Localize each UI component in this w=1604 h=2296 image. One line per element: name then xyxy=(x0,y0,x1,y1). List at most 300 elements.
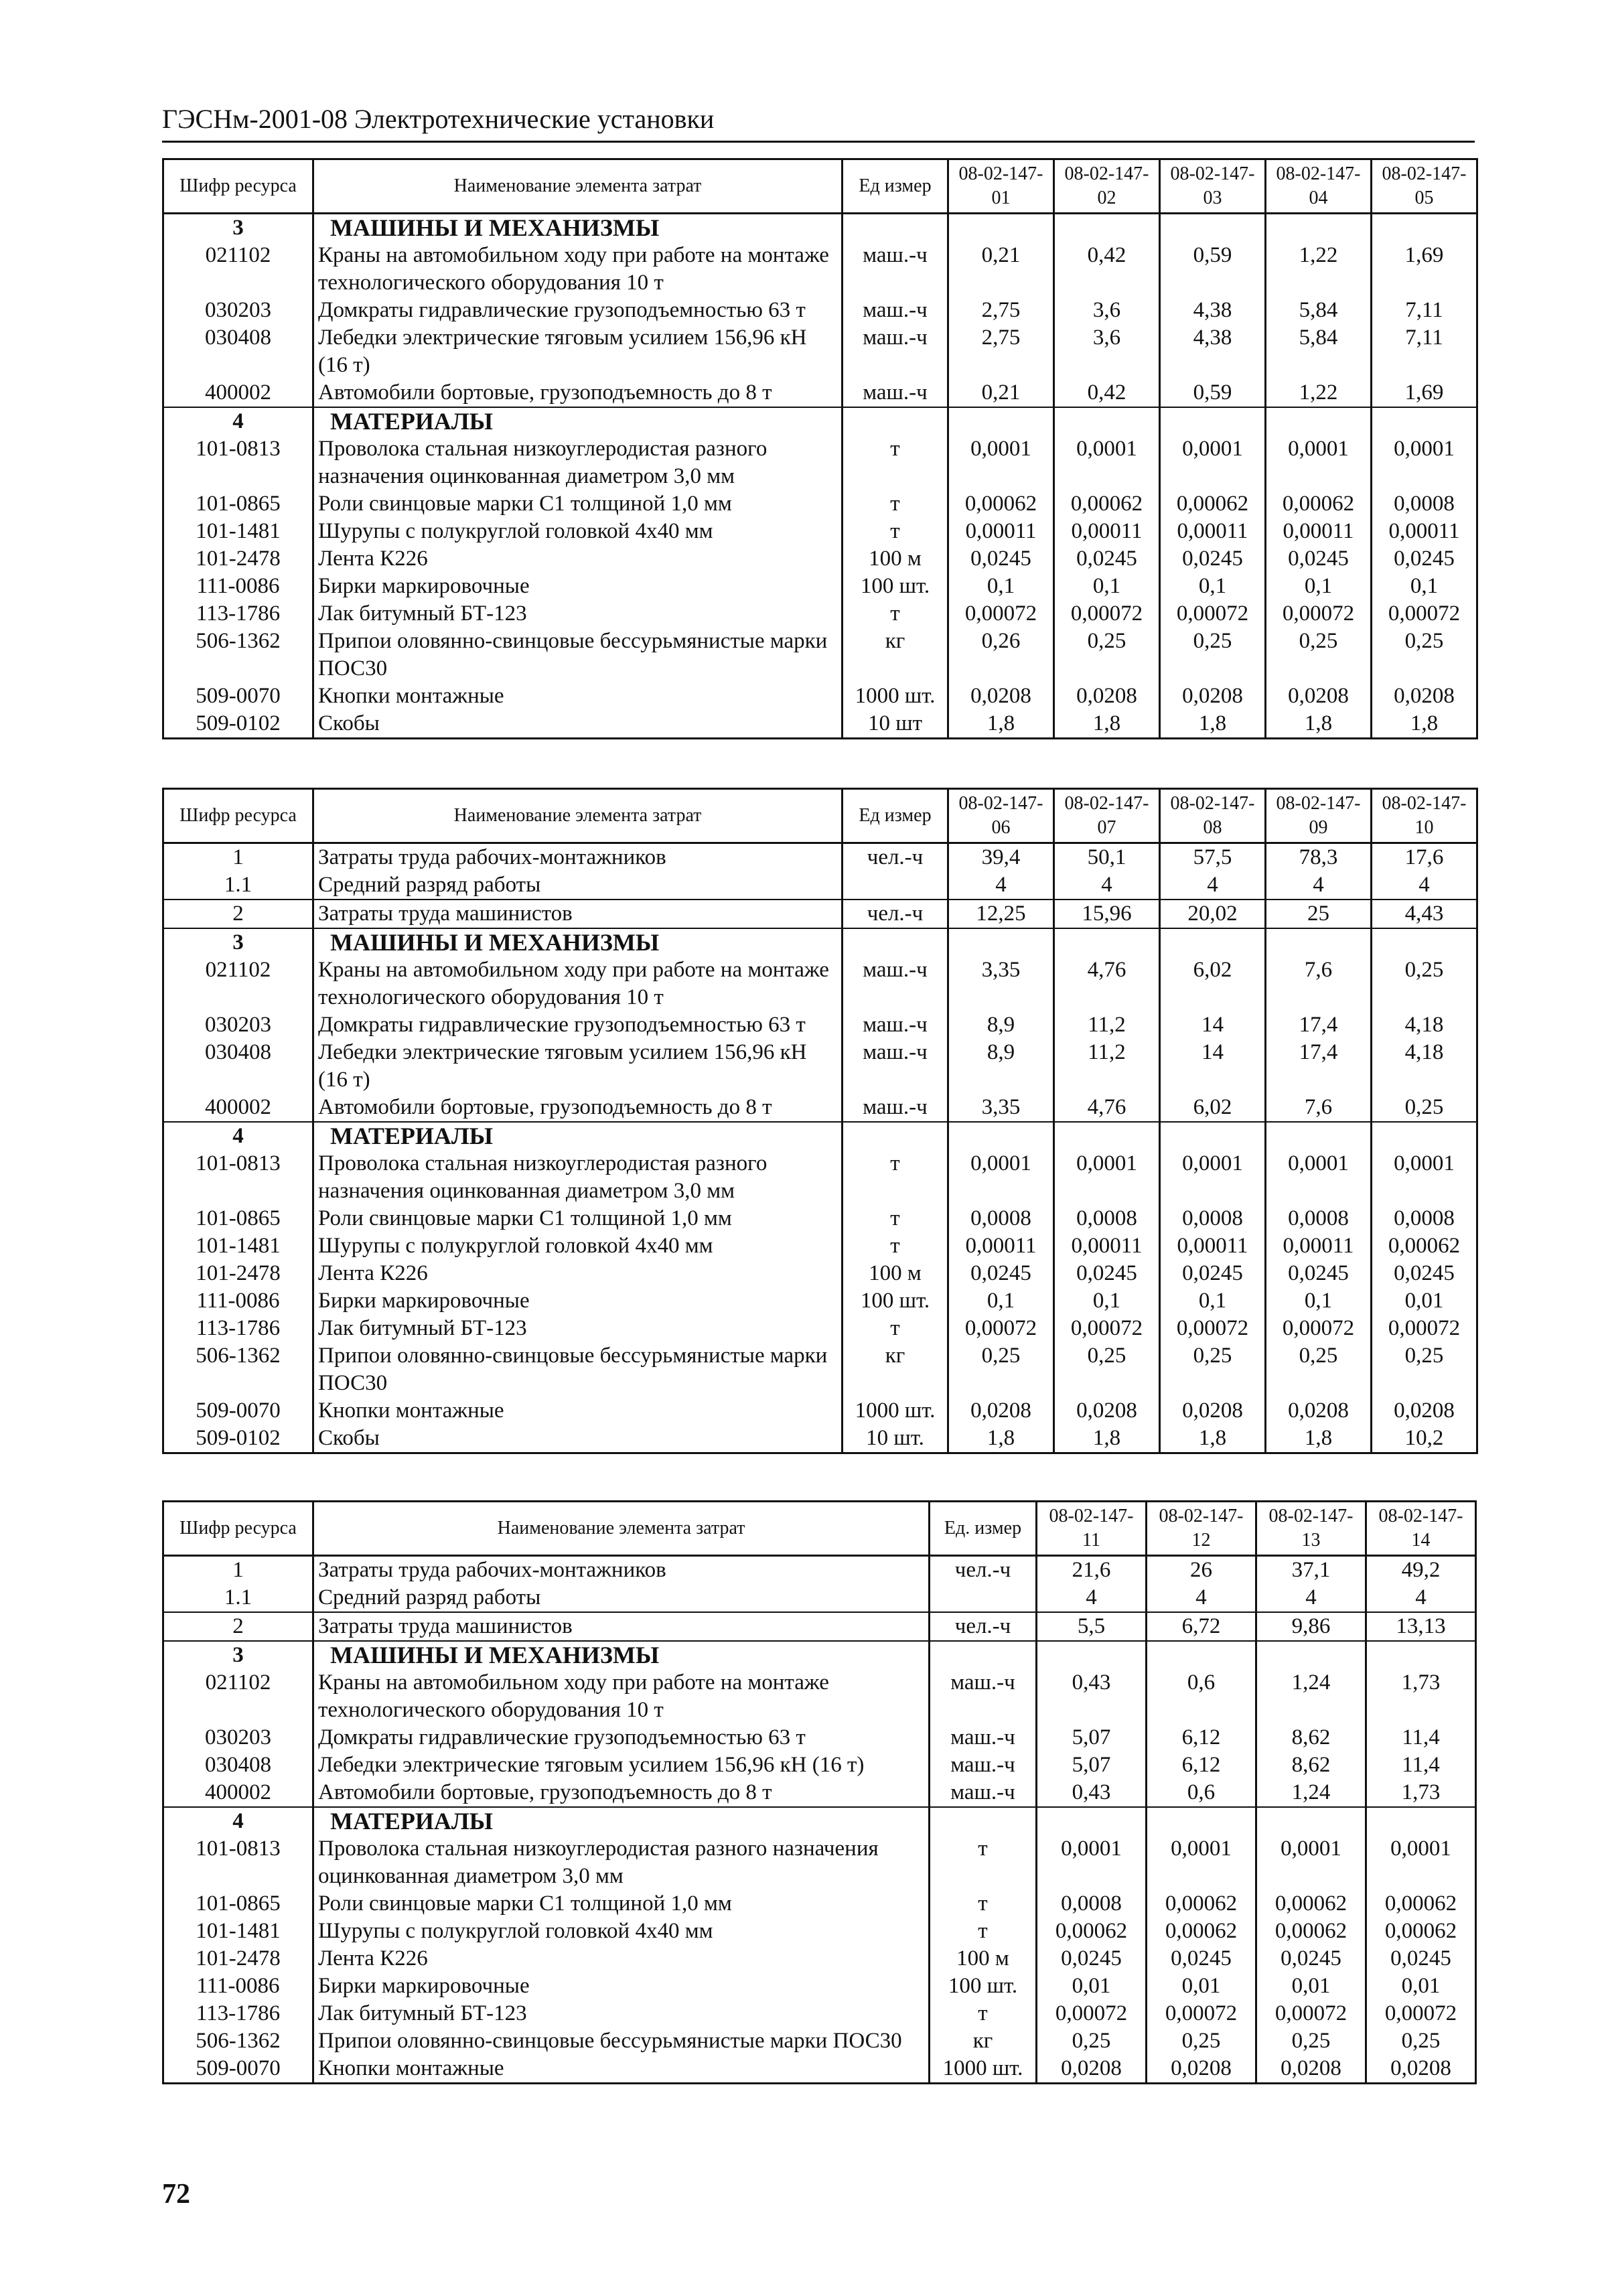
norm-value: 0,0208 xyxy=(1037,2055,1147,2084)
norm-value: 0,43 xyxy=(1037,1779,1147,1807)
table-row xyxy=(163,871,1477,900)
unit-of-measure: кг xyxy=(843,1342,948,1397)
unit-of-measure xyxy=(843,1122,948,1150)
norm-value: 0,0208 xyxy=(1366,2055,1476,2084)
resource-code: 101-0813 xyxy=(163,1150,313,1205)
norm-value: 5,5 xyxy=(1037,1612,1147,1641)
norm-value: 3,6 xyxy=(1054,297,1160,324)
norm-value: 7,11 xyxy=(1372,297,1477,324)
norm-value: 0,0208 xyxy=(1256,2055,1366,2084)
norm-value: 0,59 xyxy=(1160,242,1266,297)
resource-name: Кнопки монтажные xyxy=(313,2055,930,2084)
norm-value: 0,0208 xyxy=(1054,1397,1160,1425)
norm-value: 0,0001 xyxy=(1037,1835,1147,1890)
resource-code: 1.1 xyxy=(163,871,313,900)
resource-name: Домкраты гидравлические грузоподъемностью 63 т xyxy=(313,1724,930,1751)
norm-value: 0,00072 xyxy=(1054,600,1160,628)
resource-code: 021102 xyxy=(163,1669,313,1724)
norm-value: 8,62 xyxy=(1256,1724,1366,1751)
norm-value: 78,3 xyxy=(1266,843,1372,872)
unit-of-measure: 100 м xyxy=(843,1260,948,1287)
resource-code: 509-0070 xyxy=(163,1397,313,1425)
norm-value: 0,00072 xyxy=(1366,2000,1476,2027)
table-row xyxy=(163,490,1477,518)
resource-name: Шурупы с полукруглой головкой 4х40 мм xyxy=(313,518,843,545)
resource-code: 509-0102 xyxy=(163,1425,313,1453)
norm-value: 6,02 xyxy=(1160,956,1266,1011)
norm-value xyxy=(1266,1122,1372,1150)
header-name: Наименование элемента затрат xyxy=(313,159,843,214)
table-row xyxy=(163,1150,1477,1205)
norm-value: 0,0001 xyxy=(1266,1150,1372,1205)
norm-value: 0,42 xyxy=(1054,379,1160,407)
norm-value: 0,0001 xyxy=(1054,1150,1160,1205)
unit-of-measure xyxy=(930,1584,1037,1612)
header-column-code: 08-02-147-14 xyxy=(1366,1502,1476,1556)
table-row xyxy=(163,242,1477,297)
norm-value: 0,00072 xyxy=(1147,2000,1256,2027)
norm-value: 0,25 xyxy=(1160,628,1266,683)
norm-value: 0,25 xyxy=(948,1342,1054,1397)
unit-of-measure: т xyxy=(930,1890,1037,1918)
norm-value: 6,02 xyxy=(1160,1094,1266,1122)
norm-value: 0,00062 xyxy=(948,490,1054,518)
norm-value xyxy=(1147,1641,1256,1669)
table-row xyxy=(163,900,1477,928)
resource-name: Бирки маркировочные xyxy=(313,1287,843,1315)
resource-name: Краны на автомобильном ходу при работе на монтаже технологического оборудования 10 т xyxy=(313,1669,930,1724)
norm-value: 0,0001 xyxy=(1372,1150,1477,1205)
norm-value: 0,00072 xyxy=(1054,1315,1160,1342)
resource-code: 021102 xyxy=(163,956,313,1011)
page-header xyxy=(162,100,1475,143)
norm-value xyxy=(1266,928,1372,956)
resource-code: 111-0086 xyxy=(163,1972,313,2000)
resource-name: Автомобили бортовые, грузоподъемность до 8 т xyxy=(313,379,843,407)
norm-value: 0,0245 xyxy=(948,1260,1054,1287)
unit-of-measure: т xyxy=(930,1835,1037,1890)
norm-value: 10,2 xyxy=(1372,1425,1477,1453)
norm-value: 0,59 xyxy=(1160,379,1266,407)
norm-value: 7,6 xyxy=(1266,956,1372,1011)
header-column-code: 08-02-147-09 xyxy=(1266,789,1372,843)
norm-value: 1,73 xyxy=(1366,1779,1476,1807)
norm-value: 0,25 xyxy=(1147,2027,1256,2055)
norm-value: 0,25 xyxy=(1372,1342,1477,1397)
norm-value: 0,43 xyxy=(1037,1669,1147,1724)
resource-name: Лента К226 xyxy=(313,545,843,573)
resource-code: 506-1362 xyxy=(163,628,313,683)
norm-value: 0,0001 xyxy=(1147,1835,1256,1890)
norm-value: 12,25 xyxy=(948,900,1054,928)
resource-code: 4 xyxy=(163,1122,313,1150)
norm-value xyxy=(1160,928,1266,956)
table-row xyxy=(163,573,1477,600)
unit-of-measure xyxy=(930,1641,1037,1669)
unit-of-measure: маш.-ч xyxy=(843,324,948,379)
resource-name: Средний разряд работы xyxy=(313,1584,930,1612)
norm-value: 17,6 xyxy=(1372,843,1477,872)
resource-name: Роли свинцовые марки С1 толщиной 1,0 мм xyxy=(313,1205,843,1232)
header-column-code: 08-02-147-04 xyxy=(1266,159,1372,214)
resource-code: 021102 xyxy=(163,242,313,297)
unit-of-measure: 10 шт xyxy=(843,710,948,739)
resource-code: 113-1786 xyxy=(163,600,313,628)
norm-value: 1,22 xyxy=(1266,242,1372,297)
norm-value: 8,9 xyxy=(948,1011,1054,1039)
resource-code: 101-1481 xyxy=(163,1232,313,1260)
norm-value: 0,6 xyxy=(1147,1779,1256,1807)
resource-name: Лак битумный БТ-123 xyxy=(313,600,843,628)
resource-name: Шурупы с полукруглой головкой 4х40 мм xyxy=(313,1232,843,1260)
norm-value: 0,26 xyxy=(948,628,1054,683)
norm-value xyxy=(1372,214,1477,242)
unit-of-measure: т xyxy=(843,518,948,545)
norm-value: 11,4 xyxy=(1366,1751,1476,1779)
table-row xyxy=(163,2000,1476,2027)
norm-value: 0,0001 xyxy=(948,435,1054,490)
resource-name: Лебедки электрические тяговым усилием 156,96 кН (16 т) xyxy=(313,1751,930,1779)
norm-value: 50,1 xyxy=(1054,843,1160,872)
unit-of-measure: т xyxy=(843,1205,948,1232)
norm-value: 2,75 xyxy=(948,324,1054,379)
norm-value: 0,1 xyxy=(1266,573,1372,600)
norm-value xyxy=(1266,214,1372,242)
norm-value: 0,21 xyxy=(948,379,1054,407)
header-column-code: 08-02-147-08 xyxy=(1160,789,1266,843)
resource-table-1 xyxy=(162,158,1478,739)
resource-code: 3 xyxy=(163,928,313,956)
norm-value: 0,1 xyxy=(1160,1287,1266,1315)
norm-value: 0,25 xyxy=(1054,628,1160,683)
norm-value: 11,2 xyxy=(1054,1039,1160,1094)
norm-value: 37,1 xyxy=(1256,1556,1366,1585)
norm-value: 0,0245 xyxy=(1054,545,1160,573)
resource-code: 400002 xyxy=(163,1094,313,1122)
resource-name: Краны на автомобильном ходу при работе на монтаже технологического оборудования 10 т xyxy=(313,956,843,1011)
resource-name: МАШИНЫ И МЕХАНИЗМЫ xyxy=(313,1641,930,1669)
norm-value: 0,00062 xyxy=(1366,1890,1476,1918)
unit-of-measure: т xyxy=(843,600,948,628)
section-row xyxy=(163,1641,1476,1669)
resource-code: 101-0813 xyxy=(163,435,313,490)
norm-value: 0,0245 xyxy=(1372,1260,1477,1287)
norm-value: 0,0245 xyxy=(1160,1260,1266,1287)
resource-name: Краны на автомобильном ходу при работе на монтаже технологического оборудования 10 т xyxy=(313,242,843,297)
resource-code: 101-2478 xyxy=(163,1945,313,1972)
unit-of-measure: маш.-ч xyxy=(843,956,948,1011)
norm-value: 0,25 xyxy=(1372,956,1477,1011)
unit-of-measure: т xyxy=(930,2000,1037,2027)
norm-value: 0,0001 xyxy=(1266,435,1372,490)
norm-value: 0,01 xyxy=(1037,1972,1147,2000)
table-row xyxy=(163,1094,1477,1122)
norm-value: 1,69 xyxy=(1372,242,1477,297)
resource-name: МАШИНЫ И МЕХАНИЗМЫ xyxy=(313,214,843,242)
resource-name: Домкраты гидравлические грузоподъемностью 63 т xyxy=(313,1011,843,1039)
norm-value: 21,6 xyxy=(1037,1556,1147,1585)
norm-value: 0,01 xyxy=(1372,1287,1477,1315)
resource-code: 030408 xyxy=(163,1039,313,1094)
norm-value: 11,4 xyxy=(1366,1724,1476,1751)
table-row xyxy=(163,1287,1477,1315)
table-row xyxy=(163,1724,1476,1751)
header-column-code: 08-02-147-02 xyxy=(1054,159,1160,214)
norm-value xyxy=(1147,1807,1256,1835)
norm-value: 14 xyxy=(1160,1039,1266,1094)
norm-value: 0,0008 xyxy=(1372,1205,1477,1232)
norm-value: 0,00072 xyxy=(1372,600,1477,628)
resource-name: Затраты труда машинистов xyxy=(313,1612,930,1641)
unit-of-measure: кг xyxy=(843,628,948,683)
norm-value: 4,76 xyxy=(1054,956,1160,1011)
header-code: Шифр ресурса xyxy=(163,159,313,214)
norm-value: 4 xyxy=(1372,871,1477,900)
page-number: 72 xyxy=(162,2179,190,2210)
norm-value: 0,25 xyxy=(1266,628,1372,683)
norm-value: 4 xyxy=(1054,871,1160,900)
resource-name: Лебедки электрические тяговым усилием 156,96 кН (16 т) xyxy=(313,1039,843,1094)
table-row xyxy=(163,710,1477,739)
unit-of-measure: 1000 шт. xyxy=(930,2055,1037,2084)
norm-value: 0,0245 xyxy=(1160,545,1266,573)
norm-value: 1,8 xyxy=(1054,710,1160,739)
norm-value: 0,1 xyxy=(1266,1287,1372,1315)
resource-name: Лента К226 xyxy=(313,1260,843,1287)
resource-code: 2 xyxy=(163,900,313,928)
table-row xyxy=(163,1039,1477,1094)
norm-value: 0,00072 xyxy=(948,600,1054,628)
section-row xyxy=(163,214,1477,242)
resource-name: Проволока стальная низкоуглеродистая разного назначения оцинкованная диаметром 3,0 мм xyxy=(313,1835,930,1890)
norm-value: 0,0001 xyxy=(1160,435,1266,490)
norm-value: 4,43 xyxy=(1372,900,1477,928)
norm-value xyxy=(1160,214,1266,242)
norm-value: 0,00062 xyxy=(1054,490,1160,518)
unit-of-measure: маш.-ч xyxy=(930,1779,1037,1807)
resource-name: Припои оловянно-свинцовые бессурьмянистые марки ПОС30 xyxy=(313,1342,843,1397)
resource-code: 506-1362 xyxy=(163,2027,313,2055)
norm-value: 1,8 xyxy=(1160,710,1266,739)
unit-of-measure: чел.-ч xyxy=(843,843,948,872)
resource-code: 030408 xyxy=(163,1751,313,1779)
norm-value: 4,38 xyxy=(1160,297,1266,324)
norm-value: 0,6 xyxy=(1147,1669,1256,1724)
resource-table-3 xyxy=(162,1500,1477,2084)
norm-value xyxy=(1256,1807,1366,1835)
unit-of-measure: маш.-ч xyxy=(843,1011,948,1039)
norm-value: 0,0008 xyxy=(948,1205,1054,1232)
norm-value: 6,72 xyxy=(1147,1612,1256,1641)
resource-name: Проволока стальная низкоуглеродистая разного назначения оцинкованная диаметром 3,0 мм xyxy=(313,435,843,490)
unit-of-measure: маш.-ч xyxy=(843,1094,948,1122)
norm-value: 0,00072 xyxy=(1256,2000,1366,2027)
section-row xyxy=(163,928,1477,956)
section-row xyxy=(163,1807,1476,1835)
resource-name: МАТЕРИАЛЫ xyxy=(313,407,843,435)
norm-value: 0,0208 xyxy=(1160,1397,1266,1425)
table-row xyxy=(163,600,1477,628)
norm-value: 0,00011 xyxy=(1054,1232,1160,1260)
norm-value: 0,25 xyxy=(1372,1094,1477,1122)
norm-value: 0,0001 xyxy=(948,1150,1054,1205)
header-name: Наименование элемента затрат xyxy=(313,789,843,843)
table-row xyxy=(163,1205,1477,1232)
resource-code: 111-0086 xyxy=(163,573,313,600)
table-row xyxy=(163,1556,1476,1585)
resource-name: Бирки маркировочные xyxy=(313,1972,930,2000)
norm-value: 0,25 xyxy=(1366,2027,1476,2055)
resource-code: 1 xyxy=(163,843,313,872)
norm-value: 11,2 xyxy=(1054,1011,1160,1039)
norm-value: 0,42 xyxy=(1054,242,1160,297)
unit-of-measure: т xyxy=(843,490,948,518)
resource-code: 030203 xyxy=(163,1724,313,1751)
norm-value: 0,1 xyxy=(948,1287,1054,1315)
norm-value: 0,25 xyxy=(1372,628,1477,683)
norm-value: 0,0001 xyxy=(1256,1835,1366,1890)
norm-value: 9,86 xyxy=(1256,1612,1366,1641)
header-code: Шифр ресурса xyxy=(163,1502,313,1556)
table-row xyxy=(163,1342,1477,1397)
resource-name: Лента К226 xyxy=(313,1945,930,1972)
norm-value: 17,4 xyxy=(1266,1039,1372,1094)
norm-value: 14 xyxy=(1160,1011,1266,1039)
norm-value: 0,0008 xyxy=(1037,1890,1147,1918)
norm-value xyxy=(1054,214,1160,242)
norm-value: 0,21 xyxy=(948,242,1054,297)
table-row xyxy=(163,379,1477,407)
norm-value: 1,69 xyxy=(1372,379,1477,407)
table-row xyxy=(163,1612,1476,1641)
header-column-code: 08-02-147-10 xyxy=(1372,789,1477,843)
unit-of-measure: 10 шт. xyxy=(843,1425,948,1453)
resource-name: Роли свинцовые марки С1 толщиной 1,0 мм xyxy=(313,490,843,518)
norm-value: 6,12 xyxy=(1147,1751,1256,1779)
norm-value: 17,4 xyxy=(1266,1011,1372,1039)
norm-value: 4,18 xyxy=(1372,1039,1477,1094)
resource-code: 1 xyxy=(163,1556,313,1585)
header-column-code: 08-02-147-11 xyxy=(1037,1502,1147,1556)
norm-value: 25 xyxy=(1266,900,1372,928)
norm-value xyxy=(1366,1641,1476,1669)
norm-value: 0,00011 xyxy=(1054,518,1160,545)
norm-value: 3,6 xyxy=(1054,324,1160,379)
norm-value: 0,0245 xyxy=(1372,545,1477,573)
norm-value: 0,25 xyxy=(1037,2027,1147,2055)
norm-value: 0,0208 xyxy=(948,1397,1054,1425)
resource-code: 3 xyxy=(163,1641,313,1669)
resource-code: 400002 xyxy=(163,379,313,407)
table-row xyxy=(163,1945,1476,1972)
resource-code: 101-0865 xyxy=(163,1205,313,1232)
norm-value: 0,00062 xyxy=(1147,1890,1256,1918)
table-row xyxy=(163,1918,1476,1945)
norm-value: 0,1 xyxy=(948,573,1054,600)
norm-value: 1,73 xyxy=(1366,1669,1476,1724)
unit-of-measure: 1000 шт. xyxy=(843,1397,948,1425)
norm-value: 7,6 xyxy=(1266,1094,1372,1122)
resource-name: Проволока стальная низкоуглеродистая разного назначения оцинкованная диаметром 3,0 мм xyxy=(313,1150,843,1205)
document-title: ГЭСНм-2001-08 Электротехнические установки xyxy=(162,104,715,134)
unit-of-measure: чел.-ч xyxy=(930,1612,1037,1641)
norm-value: 0,0208 xyxy=(1266,1397,1372,1425)
norm-value: 1,22 xyxy=(1266,379,1372,407)
norm-value: 0,0001 xyxy=(1160,1150,1266,1205)
norm-value: 0,0245 xyxy=(1037,1945,1147,1972)
resource-name: МАШИНЫ И МЕХАНИЗМЫ xyxy=(313,928,843,956)
norm-value: 0,00062 xyxy=(1147,1918,1256,1945)
table-row xyxy=(163,1669,1476,1724)
norm-value: 0,0208 xyxy=(1160,683,1266,710)
norm-value: 0,00062 xyxy=(1256,1890,1366,1918)
norm-value: 7,11 xyxy=(1372,324,1477,379)
unit-of-measure: 100 шт. xyxy=(843,573,948,600)
header-column-code: 08-02-147-13 xyxy=(1256,1502,1366,1556)
norm-value: 26 xyxy=(1147,1556,1256,1585)
norm-value: 3,35 xyxy=(948,956,1054,1011)
norm-value xyxy=(1160,1122,1266,1150)
resource-name: Скобы xyxy=(313,1425,843,1453)
header-column-code: 08-02-147-12 xyxy=(1147,1502,1256,1556)
unit-of-measure: 100 шт. xyxy=(843,1287,948,1315)
norm-value: 5,07 xyxy=(1037,1751,1147,1779)
table-row xyxy=(163,1011,1477,1039)
norm-value xyxy=(1160,407,1266,435)
norm-value: 0,0245 xyxy=(1266,545,1372,573)
table-row xyxy=(163,1397,1477,1425)
unit-of-measure xyxy=(930,1807,1037,1835)
norm-value: 0,00072 xyxy=(1160,1315,1266,1342)
table-row xyxy=(163,545,1477,573)
norm-value: 0,00011 xyxy=(1266,1232,1372,1260)
norm-value xyxy=(1037,1641,1147,1669)
norm-value xyxy=(1266,407,1372,435)
norm-value xyxy=(1372,407,1477,435)
norm-value: 4,38 xyxy=(1160,324,1266,379)
table-row xyxy=(163,518,1477,545)
norm-value xyxy=(1054,928,1160,956)
norm-value: 4 xyxy=(1266,871,1372,900)
norm-value: 0,0245 xyxy=(948,545,1054,573)
norm-value: 4,76 xyxy=(1054,1094,1160,1122)
resource-code: 113-1786 xyxy=(163,2000,313,2027)
table-row xyxy=(163,1751,1476,1779)
norm-value xyxy=(948,407,1054,435)
unit-of-measure: т xyxy=(843,1232,948,1260)
unit-of-measure xyxy=(843,214,948,242)
resource-code: 509-0102 xyxy=(163,710,313,739)
resource-code: 1.1 xyxy=(163,1584,313,1612)
resource-code: 509-0070 xyxy=(163,683,313,710)
unit-of-measure xyxy=(843,407,948,435)
resource-code: 111-0086 xyxy=(163,1287,313,1315)
norm-value: 0,0245 xyxy=(1147,1945,1256,1972)
norm-value: 3,35 xyxy=(948,1094,1054,1122)
norm-value: 4 xyxy=(1147,1584,1256,1612)
norm-value: 20,02 xyxy=(1160,900,1266,928)
norm-value xyxy=(1256,1641,1366,1669)
resource-code: 4 xyxy=(163,1807,313,1835)
norm-value: 0,0208 xyxy=(1372,683,1477,710)
resource-table-2 xyxy=(162,788,1478,1454)
section-row xyxy=(163,1122,1477,1150)
table-row xyxy=(163,1972,1476,2000)
norm-value: 0,0001 xyxy=(1054,435,1160,490)
resource-name: Шурупы с полукруглой головкой 4х40 мм xyxy=(313,1918,930,1945)
resource-name: Затраты труда рабочих-монтажников xyxy=(313,843,843,872)
resource-code: 101-0865 xyxy=(163,490,313,518)
